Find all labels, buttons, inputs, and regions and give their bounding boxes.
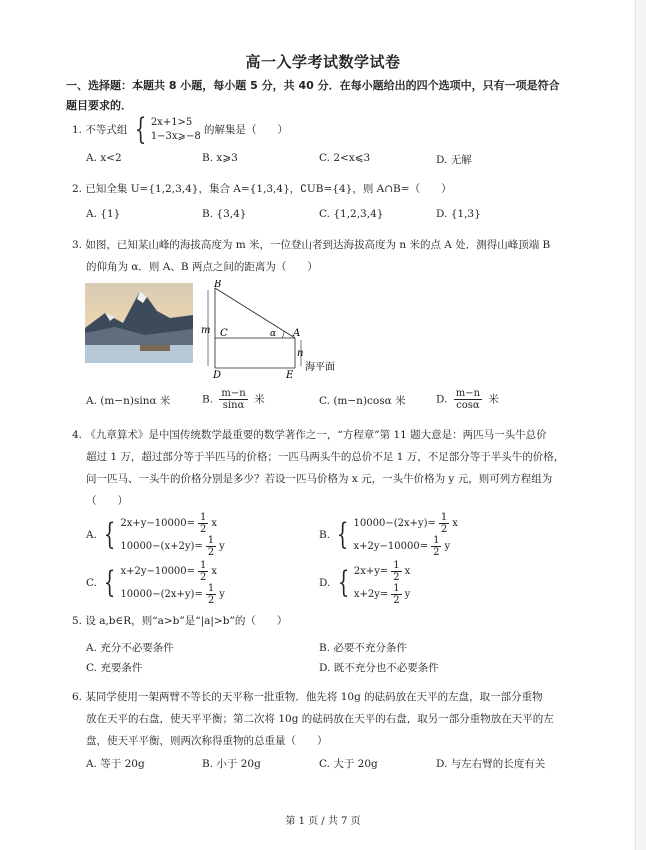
- q4-number: 4.: [72, 429, 83, 441]
- page-footer: 第 1 页 / 共 7 页: [285, 816, 361, 827]
- label-b: B: [214, 280, 222, 290]
- label-c: C: [220, 328, 228, 339]
- question-2: [72, 178, 582, 200]
- question-6: [72, 686, 582, 752]
- label-a: A: [293, 328, 301, 339]
- q2-options: [86, 208, 586, 224]
- page-edge: [635, 0, 646, 850]
- q5-options: [86, 640, 586, 680]
- q6-option-b[interactable]: B. 小于 20g: [202, 758, 261, 770]
- label-d: D: [213, 370, 222, 380]
- q4-line-4: （ ）: [86, 495, 128, 507]
- q6-line-2: 放在天平的右盘，使天平平衡；第二次将 10g 的砝码放在天平的右盘，取另一部分重物放在天平的左: [86, 713, 554, 725]
- q3-option-d[interactable]: D. $\frac{m-n}{\cos\alpha}$ 米: [436, 388, 499, 411]
- question-5: [72, 610, 582, 632]
- q5-number: 5.: [72, 615, 83, 627]
- q3-line-1: 如图，已知某山峰的海拔高度为 m 米，一位登山者到达海拔高度为 n 米的点 A 处．测得山峰顶端 B: [85, 239, 551, 251]
- q4-line-1: 《九章算术》是中国传统数学最重要的数学著作之一，“方程章”第 11 题大意是：两匹马一头牛总价: [85, 429, 547, 441]
- q1-option-a[interactable]: A. x<2: [86, 152, 122, 164]
- q3-option-b[interactable]: B. $\frac{m-n}{\sin\alpha}$ 米: [202, 388, 265, 411]
- q4-line-3: 问一匹马、一头牛的价格分别是多少？若设一匹马价格为 x 元，一头牛价格为 y 元，则可列方程组为: [86, 473, 553, 485]
- q3-option-a[interactable]: A. (m−n)sinα 米: [86, 395, 171, 407]
- q4-options: [86, 512, 586, 612]
- q4-option-d[interactable]: D. { 2x+y= $\frac{1}{2}$ x x+2y= $\frac{1}{2}$ y: [319, 560, 411, 606]
- q1-option-b[interactable]: B. x⩾3: [202, 152, 238, 164]
- q5-option-d[interactable]: D. 既不充分也不必要条件: [319, 662, 439, 674]
- q1-inequality-system: { 2x+1>5 1−3x⩾−8: [134, 112, 201, 147]
- q3-options: [86, 388, 586, 414]
- q1-tail: 的解集是（ ）: [204, 124, 289, 136]
- q1-ineq-2: 1−3x⩾−8: [150, 131, 201, 142]
- question-3: [72, 234, 582, 278]
- question-4: [72, 424, 582, 512]
- label-sea-level: 海平面: [305, 362, 335, 373]
- section-line-1: 一、选择题：本题共 8 小题，每小题 5 分，共 40 分．在每小题给出的四个选项中，只有一项是符合: [66, 79, 560, 92]
- q3-option-c[interactable]: C. (m−n)cosα 米: [319, 395, 406, 407]
- q2-stem: 已知全集 U={1,2,3,4}，集合 A={1,3,4}，∁UB={4}，则 A∩B=（ ）: [85, 183, 452, 195]
- q6-option-d[interactable]: D. 与左右臂的长度有关: [436, 758, 546, 770]
- question-1: [72, 112, 582, 147]
- q2-number: 2.: [72, 183, 83, 195]
- q4-line-2: 超过 1 万，超过部分等于半匹马的价格；一匹马两头牛的总价不足 1 万，不足部分等于半头牛的价格，: [86, 451, 565, 463]
- label-m: m: [201, 325, 211, 336]
- mountain-photo: [85, 283, 193, 363]
- q1-option-d[interactable]: D. 无解: [436, 154, 472, 166]
- q6-line-3: 盘，使天平平衡，则两次称得重物的总重量（ ）: [86, 735, 328, 747]
- q3-geometry-diagram: [200, 280, 350, 380]
- section-heading: [66, 76, 586, 116]
- q2-option-a[interactable]: A. {1}: [86, 208, 121, 220]
- q1-number: 1.: [72, 124, 83, 136]
- q3-number: 3.: [72, 239, 83, 251]
- q5-option-c[interactable]: C. 充要条件: [86, 662, 143, 674]
- q1-ineq-1: 2x+1>5: [150, 117, 193, 128]
- q6-line-1: 某同学使用一架两臂不等长的天平称一批重物．他先将 10g 的砝码放在天平的左盘，取一部分重物: [85, 691, 543, 703]
- q4-option-a[interactable]: A. { 2x+y−10000= $\frac{1}{2}$ x 10000−(x+2y)= $\frac{1}{2}$ y: [86, 512, 225, 558]
- q6-options: [86, 756, 586, 772]
- q6-option-c[interactable]: C. 大于 20g: [319, 758, 378, 770]
- label-e: E: [286, 370, 294, 380]
- q5-option-a[interactable]: A. 充分不必要条件: [86, 642, 174, 654]
- q6-option-a[interactable]: A. 等于 20g: [86, 758, 145, 770]
- q2-option-b[interactable]: B. {3,4}: [202, 208, 247, 220]
- q4-option-b[interactable]: B. { 10000−(2x+y)= $\frac{1}{2}$ x x+2y−10000= $\frac{1}{2}$ y: [319, 512, 458, 558]
- q3-line-2: 的仰角为 α．则 A、B 两点之间的距离为（ ）: [86, 261, 318, 273]
- section-line-2: 题目要求的．: [66, 99, 132, 112]
- q6-number: 6.: [72, 691, 83, 703]
- q5-stem: 设 a,b∈R，则“a>b”是“|a|>b”的（ ）: [85, 615, 288, 627]
- q4-option-c[interactable]: C. { x+2y−10000= $\frac{1}{2}$ x 10000−(2x+y)= $\frac{1}{2}$ y: [86, 560, 225, 606]
- q2-option-c[interactable]: C. {1,2,3,4}: [319, 208, 384, 220]
- q1-options: [86, 152, 586, 168]
- label-n: n: [297, 348, 304, 359]
- q2-option-d[interactable]: D. {1,3}: [436, 208, 481, 220]
- q1-lead: 不等式组: [85, 124, 128, 136]
- page-title: 高一入学考试数学试卷: [245, 53, 401, 71]
- q5-option-b[interactable]: B. 必要不充分条件: [319, 642, 407, 654]
- q1-option-c[interactable]: C. 2<x⩽3: [319, 152, 371, 164]
- label-alpha: α: [270, 329, 277, 339]
